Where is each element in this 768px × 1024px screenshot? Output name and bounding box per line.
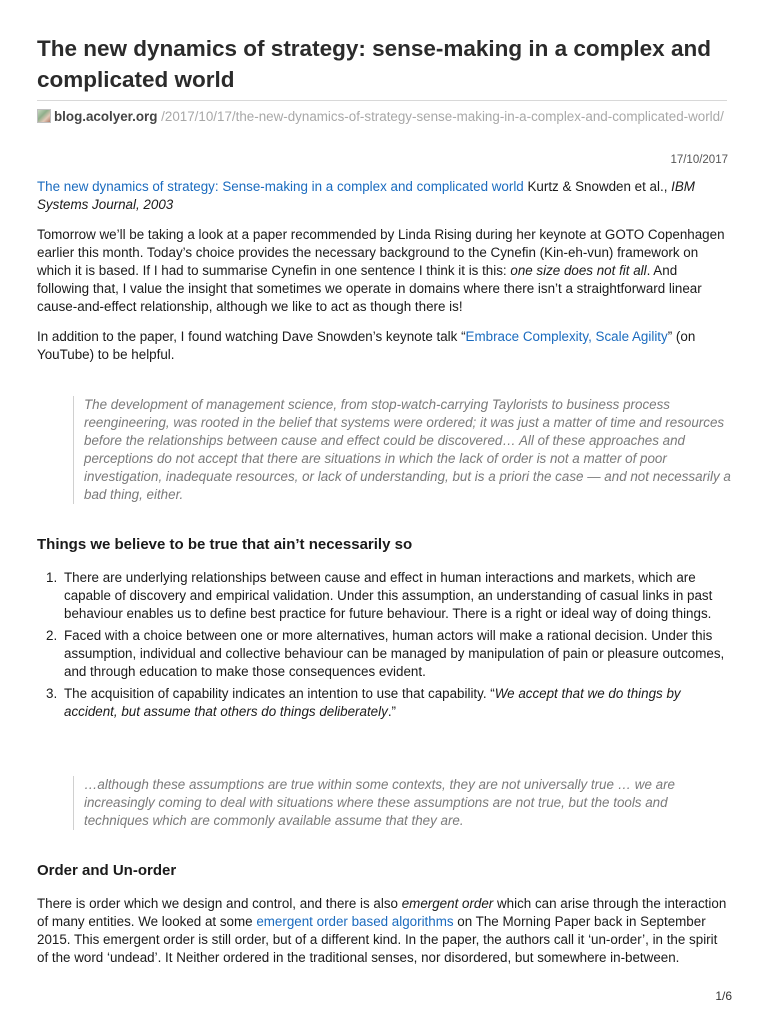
citation xyxy=(37,178,727,214)
intro-p1-emphasis: one size does not fit all xyxy=(510,263,647,278)
article-title: The new dynamics of strategy: sense-making in a complex and complicated world xyxy=(37,36,711,92)
article-date: 17/10/2017 xyxy=(670,154,728,166)
list-item-text: There are underlying relationships between cause and effect in human interactions and markets, which are capable of discovery and empirical validation. Under this assumption, an understanding of casual links in past behaviour enables us to define best practice for future behaviour. There is a right or ideal way of doing things. xyxy=(64,570,713,621)
intro-paragraph-2 xyxy=(37,328,727,364)
source-url[interactable] xyxy=(37,108,727,125)
list-item-emphasis: We accept that we do things by accident, but assume that others do things deliberately xyxy=(64,686,681,719)
intro-p1-tail: . And following that, I value the insight that sometimes we operate in domains where there isn’t a straightforward linear cause-and-effect relationship, although we like to act as though there is! xyxy=(37,263,702,314)
list-item-number: 3. xyxy=(46,686,58,701)
section-heading-order: Order and Un-order xyxy=(37,862,177,879)
list-item-number: 2. xyxy=(46,628,58,643)
source-path: /2017/10/17/the-new-dynamics-of-strategy-sense-making-in-a-complex-and-complicated-world/ xyxy=(161,109,724,124)
order-p-post: on The Morning Paper back in September 2015. This emergent order is still order, but of a different kind. In the paper, the authors call it ‘un-order’, in the spirit of the word ‘undead’. It Neither ordered in the traditional senses, nor disordered, but somewhere in-between. xyxy=(37,914,718,965)
order-p-pre: There is order which we design and control, and there is also xyxy=(37,896,402,911)
list-item xyxy=(37,627,727,681)
title-divider xyxy=(37,100,727,101)
paper-link[interactable]: The new dynamics of strategy: Sense-making in a complex and complicated world xyxy=(37,179,524,194)
intro-p2-pre: In addition to the paper, I found watching Dave Snowden’s keynote talk “ xyxy=(37,329,466,344)
citation-authors: Kurtz & Snowden et al., xyxy=(523,179,672,194)
page-number: 1/6 xyxy=(715,989,732,1003)
blockquote-assumptions: …although these assumptions are true within some contexts, they are not universally true … we are increasingly coming to deal with situations where these assumptions are not true, but the tools and techniques which are commonly available assume that they are. xyxy=(73,776,734,830)
intro-paragraph-1 xyxy=(37,226,727,316)
list-item xyxy=(37,569,727,623)
intro-p1-text: Tomorrow we’ll be taking a look at a paper recommended by Linda Rising during her keynote at GOTO Copenhagen earlier this month. Today’s choice provides the necessary background to the Cynefin (Kin-eh-vun) framework on which it is based. If I had to summarise Cynefin in one sentence I think it is this: xyxy=(37,227,725,278)
order-p-emphasis: emergent order xyxy=(401,896,494,911)
site-favicon-icon xyxy=(37,109,51,123)
list-item-tail: .” xyxy=(387,704,396,719)
list-item-text: Faced with a choice between one or more alternatives, human actors will make a rational decision. Under this assumption, individual and collective behaviour can be managed by manipulation of pain or pleasure outcomes, and through education to make those consequences evident. xyxy=(64,628,725,679)
emergent-order-link[interactable]: emergent order based algorithms xyxy=(256,914,454,929)
keynote-link[interactable]: Embrace Complexity, Scale Agility xyxy=(465,329,668,344)
beliefs-list xyxy=(37,569,727,725)
list-item xyxy=(37,685,727,721)
list-item-text: The acquisition of capability indicates an intention to use that capability. “ xyxy=(64,686,495,701)
order-p-mid: which can arise through the interaction of many entities. We looked at some xyxy=(37,896,727,929)
blockquote-management-science: The development of management science, from stop-watch-carrying Taylorists to business process reengineering, was rooted in the belief that systems were ordered; it was just a matter of time and resources before the relationships between cause and effect could be discovered… All of these approaches and perceptions do not accept that there are situations in which the lack of order is not a matter of poor investigation, inadequate resources, or lack of understanding, but is a priori the case — and not necessarily a bad thing, either. xyxy=(73,396,734,504)
section-heading-beliefs: Things we believe to be true that ain’t necessarily so xyxy=(37,536,413,553)
citation-journal: IBM Systems Journal, 2003 xyxy=(37,179,695,212)
intro-p2-post: ” (on YouTube) to be helpful. xyxy=(37,329,696,362)
source-domain: blog.acolyer.org xyxy=(54,109,158,124)
order-paragraph xyxy=(37,895,727,967)
list-item-number: 1. xyxy=(46,570,58,585)
